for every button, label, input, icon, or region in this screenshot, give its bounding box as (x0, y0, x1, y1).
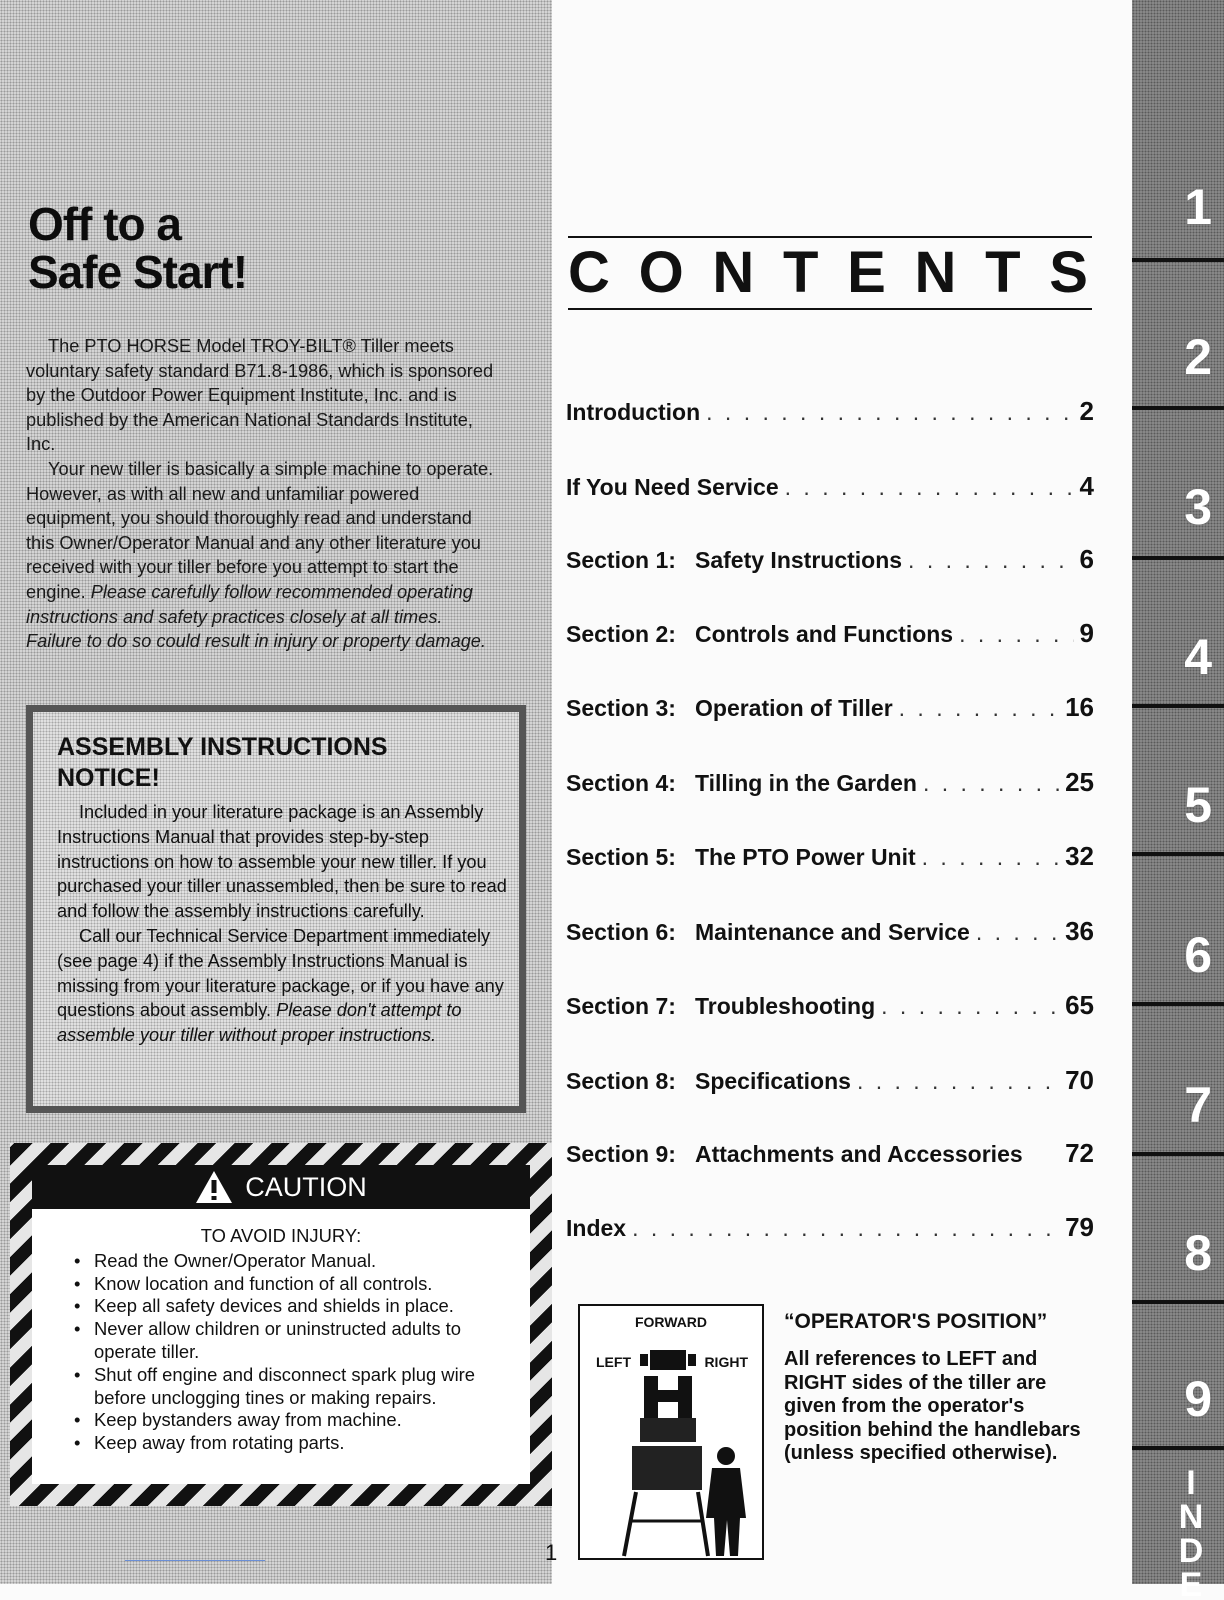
toc-section: Section 5: (566, 844, 676, 870)
toc-leader (959, 621, 1073, 648)
contents-letter: T (783, 240, 819, 305)
toc-page: 72 (1065, 1138, 1094, 1168)
toc-entry-service[interactable] (566, 471, 1094, 501)
tab-label: 4 (1184, 629, 1212, 685)
caution-lead: TO AVOID INJURY: (200, 1225, 362, 1246)
toc-title: The PTO Power Unit (695, 844, 916, 870)
intro-paragraph-2 (26, 457, 502, 654)
operator-position-heading: “OPERATOR'S POSITION” (784, 1310, 1048, 1333)
toc-section: Section 4: (566, 770, 676, 796)
operator-position-text: All references to LEFT and RIGHT sides of the tiller are given from the operator's position behind the handlebars (unless specified otherwise). (784, 1348, 1081, 1464)
toc-entry-section-5[interactable] (566, 841, 1094, 871)
toc-leader (706, 399, 1073, 426)
toc-page: 2 (1079, 396, 1094, 426)
tab-divider (1132, 406, 1224, 410)
headline (28, 200, 247, 296)
page-number: 1 (545, 1540, 558, 1565)
caution-item: • Keep bystanders away from machine. (74, 1409, 510, 1432)
toc-entry-section-4[interactable] (566, 767, 1094, 797)
tab-divider (1132, 1300, 1224, 1304)
tab-label: 7 (1184, 1077, 1212, 1133)
contents-letter: N (712, 240, 755, 305)
warning-triangle-icon (195, 1170, 233, 1204)
caution-item: • Never allow children or uninstructed adults to operate tiller. (74, 1318, 510, 1364)
contents-letter: C (568, 240, 610, 305)
toc-title: Maintenance and Service (695, 919, 970, 945)
tab-label: 3 (1184, 479, 1212, 535)
tab-label: 5 (1184, 777, 1212, 833)
toc-title: Specifications (695, 1068, 851, 1094)
caution-item: • Know location and function of all controls. (74, 1273, 510, 1296)
headline-line2: Safe Start! (28, 246, 248, 298)
toc-entry-section-3[interactable] (566, 692, 1094, 722)
toc-title: Controls and Functions (695, 621, 954, 647)
toc-title: Attachments and Accessories (695, 1141, 1023, 1167)
toc-entry-section-2[interactable] (566, 618, 1094, 648)
caution-item: • Shut off engine and disconnect spark plug wire before unclogging tines or making repairs. (74, 1364, 510, 1410)
toc-page: 6 (1079, 544, 1094, 574)
tab-label: 1 (1184, 179, 1212, 235)
contents-letter: O (638, 240, 684, 305)
tab-divider (1132, 556, 1224, 560)
toc-entry-section-1[interactable] (566, 544, 1094, 574)
toc-page: 65 (1065, 990, 1094, 1020)
toc-leader (632, 1215, 1059, 1242)
toc-title: Tilling in the Garden (695, 770, 917, 796)
assembly-title (57, 732, 519, 794)
contents-letter: E (847, 240, 886, 305)
caution-item: • Read the Owner/Operator Manual. (74, 1250, 510, 1273)
intro-text (26, 334, 502, 654)
tab-divider (1132, 258, 1224, 262)
toc-page: 36 (1065, 916, 1094, 946)
assembly-title-line1: ASSEMBLY INSTRUCTIONS (57, 733, 388, 761)
assembly-italic: Please don't attempt to assemble your tiller without proper instructions. (57, 1000, 462, 1046)
left-label: LEFT (596, 1354, 631, 1370)
toc-entry-index[interactable] (566, 1212, 1094, 1242)
toc-section: Section 9: (566, 1141, 676, 1167)
assembly-paragraph-2 (57, 924, 513, 1048)
contents-letter: S (1049, 240, 1088, 305)
toc-title: Index (566, 1215, 627, 1241)
contents-letter: N (914, 240, 957, 305)
caution-box (10, 1143, 552, 1506)
toc-leader (922, 844, 1059, 871)
caution-label: CAUTION (245, 1171, 367, 1202)
assembly-body (57, 800, 513, 1048)
toc-title: If You Need Service (566, 474, 779, 500)
tab-divider (1132, 852, 1224, 856)
toc-entry-section-9[interactable] (566, 1138, 1094, 1168)
tiller-operator-icon (580, 1306, 764, 1560)
intro-italic: Please carefully follow recommended operating instructions and safety practices closely at all times. Failure to do so could result in injury or property damage. (26, 581, 486, 652)
tab-label: 2 (1184, 329, 1212, 385)
tab-divider (1132, 1002, 1224, 1006)
toc-section: Section 1: (566, 547, 676, 573)
caution-list (52, 1250, 510, 1455)
assembly-paragraph-1: Included in your literature package is an Assembly Instructions Manual that provides step-by-step instructions on how to assemble your new tiller. If you purchased your tiller unassembled, then be sure to read and follow the assembly instructions carefully. (57, 802, 507, 922)
toc-leader (857, 1068, 1059, 1095)
toc-leader (923, 770, 1059, 797)
tab-label: 9 (1184, 1371, 1212, 1427)
toc-page: 32 (1065, 841, 1094, 871)
tab-divider (1132, 704, 1224, 708)
toc-title: Introduction (566, 399, 701, 425)
assembly-title-line2: NOTICE! (57, 764, 160, 792)
intro-plain: Your new tiller is basically a simple machine to operate. However, as with all new and unfamiliar powered equipment, you should thoroughly read and understand this Owner/Operator Manual and any other literature you received with your tiller before you attempt to start the engine. (26, 458, 494, 602)
headline-line1: Off to a (28, 198, 181, 250)
toc-page: 4 (1079, 471, 1094, 501)
right-label: RIGHT (704, 1354, 748, 1370)
tab-divider (1132, 1446, 1224, 1450)
toc-entry-section-8[interactable] (566, 1065, 1094, 1095)
caution-item: • Keep all safety devices and shields in place. (74, 1295, 510, 1318)
tab-divider (1132, 1152, 1224, 1156)
toc-page: 70 (1065, 1065, 1094, 1095)
contents-title (568, 236, 1092, 310)
assembly-notice-box (26, 705, 526, 1113)
caution-banner (32, 1165, 530, 1209)
toc-page: 16 (1065, 692, 1094, 722)
contents-letter: T (985, 240, 1021, 305)
toc-leader (881, 993, 1059, 1020)
toc-page: 9 (1079, 618, 1094, 648)
toc-entry-introduction[interactable] (566, 396, 1094, 426)
toc-entry-section-6[interactable] (566, 916, 1094, 946)
toc-section: Section 7: (566, 993, 676, 1019)
toc-section: Section 2: (566, 621, 676, 647)
toc-page: 25 (1065, 767, 1094, 797)
toc-leader (976, 919, 1059, 946)
tab-label: 8 (1184, 1225, 1212, 1281)
caution-item: • Keep away from rotating parts. (74, 1432, 510, 1455)
tab-label: INDE (1172, 1464, 1210, 1600)
forward-label: FORWARD (634, 1314, 708, 1330)
toc-entry-section-7[interactable] (566, 990, 1094, 1020)
intro-paragraph-1: The PTO HORSE Model TROY-BILT® Tiller meets voluntary safety standard B71.8-1986, which is sponsored by the Outdoor Power Equipment Institute, Inc. and is published by the American National Standards Institute, Inc. (26, 336, 494, 455)
toc-page: 79 (1065, 1212, 1094, 1242)
assembly-plain: Call our Technical Service Department immediately (see page 4) if the Assembly Instructions Manual is missing from your literature package, or if you have any questions about assembly. (57, 925, 504, 1021)
operator-position-diagram (578, 1304, 764, 1560)
toc-section: Section 8: (566, 1068, 676, 1094)
toc-leader (899, 695, 1059, 722)
caution-content (32, 1209, 530, 1484)
section-tabs (1132, 0, 1224, 1600)
toc-leader (785, 474, 1074, 501)
toc-section: Section 6: (566, 919, 676, 945)
toc-title: Safety Instructions (695, 547, 903, 573)
toc-title: Troubleshooting (695, 993, 876, 1019)
tab-label: 6 (1184, 927, 1212, 983)
underline-mark (125, 1560, 265, 1561)
toc-section: Section 3: (566, 695, 676, 721)
toc-title: Operation of Tiller (695, 695, 893, 721)
toc-leader (908, 547, 1073, 574)
